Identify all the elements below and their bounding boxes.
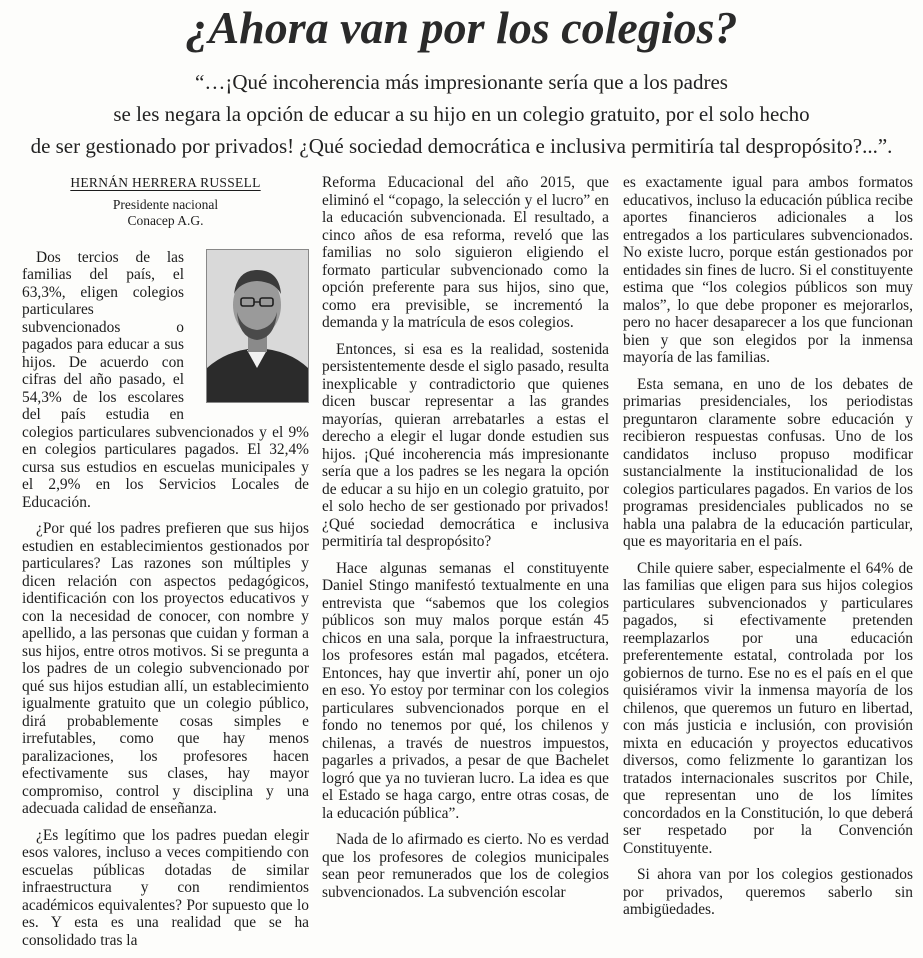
lead-quote-line-2: se les negara la opción de educar a su hijo en un colegio gratuito, por el solo hecho xyxy=(113,102,810,126)
paragraph: Nada de lo afirmado es cierto. No es verdad que los profesores de colegios municipales sean peor remunerados que los de colegios subvencionados. La subvención escolar xyxy=(322,831,609,901)
paragraph: Esta semana, en uno de los debates de primarias presidenciales, los periodistas preguntaron claramente sobre educación y recibieron respuestas confusas. Uno de los candidatos incluso propuso modificar sustancialmente la institucionalidad de los colegios particulares pagados. En varios de los programas presidenciales publicados no se habla una palabra de la educación particular, que es mayoritaria en el país. xyxy=(623,375,913,550)
lead-quote-line-3: de ser gestionado por privados! ¿Qué sociedad democrática e inclusiva permitiría tal despropósito?...”. xyxy=(30,134,893,158)
article-column-1 xyxy=(22,174,309,958)
author-role-title: Presidente nacional xyxy=(112,196,219,212)
paragraph: Si ahora van por los colegios gestionados por privados, queremos saberlo sin ambigüedades. xyxy=(623,866,913,918)
paragraph: Reforma Educacional del año 2015, que eliminó el “copago, la selección y el lucro” en la educación subvencionada. El resultado, a cinco años de esa reforma, reveló que las familias no solo siguieron eligiendo el formato particular subvencionado como la opción preferente para sus hijos, sino que, como era previsible, se incrementó la demanda y la matrícula de esos colegios. xyxy=(322,174,609,331)
author-portrait-image xyxy=(206,249,309,403)
paragraph: Hace algunas semanas el constituyente Daniel Stingo manifestó textualmente en una entrevista que “sabemos que los colegios públicos son muy malos porque están 45 chicos en una sala, porque la infraestructura, los profesores están mal pagados, etcétera. Entonces, hay que invertir ahí, poner un ojo en eso. Yo estoy por terminar con los colegios particulares subvencionados porque en el fondo no tenemos por qué, los chilenos y chilenas, a través de nuestros impuestos, pagarles a privados, a pesar de que Bachelet logró que ya no tuvieran lucro. La idea es que el Estado se haga cargo, entre otras cosas, de la educación pública”. xyxy=(322,559,609,822)
article-column-2 xyxy=(322,174,609,910)
paragraph: Dos tercios de las familias del país, el 63,3%, eligen colegios particulares subvencionados o pagados para educar a sus hijos. De acuerdo con cifras del año pasado, el 54,3% de los escolares del país estudia en colegios particulares subvencionados y el 9% en colegios particulares pagados. El 32,4% cursa sus estudios en escuelas municipales y el 2,9% en los Servicios Locales de Educación. xyxy=(22,248,309,511)
article-column-3 xyxy=(623,174,913,928)
author-photo xyxy=(192,249,309,408)
paragraph: Entonces, si esa es la realidad, sostenida persistentemente desde el siglo pasado, resulta inexplicable y contradictorio que quienes dicen buscar representar a las grandes mayorías, quieran arrebatarles a estas el derecho a elegir el lugar donde estudien sus hijos. ¡Qué incoherencia más impresionante sería que a los padres se les negara la opción de educar a su hijo en un colegio gratuito, por el solo hecho de ser gestionado por privados! ¿Qué sociedad democrática e inclusiva permitiría tal despropósito? xyxy=(322,340,609,550)
paragraph: Chile quiere saber, especialmente el 64% de las familias que eligen para sus hijos colegios particulares subvencionados y particulares pagados, si efectivamente pretenden reemplazarlos por una educación preferentemente estatal, controlada por los gobiernos de turno. Ese no es el país en el que quisiéramos vivir la inmensa mayoría de los chilenos, que queremos un futuro en libertad, con más justicia e inclusión, con provisión mixta en educación y proyectos educativos diversos, como felizmente lo garantizan los tratados internacionales suscritos por Chile, que representan uno de los límites concordados en la Constitución, lo que deberá ser respetado por la Convención Constituyente. xyxy=(623,559,913,857)
headline: ¿Ahora van por los colegios? xyxy=(185,2,738,53)
lead-quote xyxy=(10,66,913,162)
paragraph: ¿Es legítimo que los padres puedan elegir esos valores, incluso a veces compitiendo con escuelas públicas dotadas de similar infraestructura y con rendimientos académicos equivalentes? Por supuesto que lo es. Y esta es una realidad que se ha consolidado tras la xyxy=(22,826,309,949)
lead-quote-line-1: “…¡Qué incoherencia más impresionante sería que a los padres xyxy=(195,70,728,94)
author-organization: Conacep A.G. xyxy=(127,212,204,228)
author-name: HERNÁN HERRERA RUSSELL xyxy=(70,175,261,190)
author-role xyxy=(22,197,309,229)
paragraph: es exactamente igual para ambos formatos educativos, incluso la educación pública recibe aportes financieros adicionales a los entregados a los particulares subvencionados. No existe lucro, porque están gestionados por entidades sin fines de lucro. Si el constituyente estima que “los colegios públicos son muy malos”, lo que debe proponer es mejorarlos, pero no hacer desaparecer a los que funcionan bien y que son elegidos por la inmensa mayoría de las familias. xyxy=(623,174,913,366)
paragraph: ¿Por qué los padres prefieren que sus hijos estudien en establecimientos gestionados por particulares? Las razones son múltiples y dicen relación con aspectos pedagógicos, identificación con los proyectos educativos y con la necesidad de conocer, con nombre y apellido, a las personas que cuidan y forman a sus hijos, entre otros motivos. Si se pregunta a los padres de un colegio subvencionado por qué sus hijos estudian allí, un establecimiento igualmente gratuito que un colegio público, dirá probablemente cosas simples e irrefutables, como que hay menos paralizaciones, los profesores hacen efectivamente sus clases, hay mayor compromiso, control y disciplina y una adecuada calidad de enseñanza. xyxy=(22,520,309,817)
